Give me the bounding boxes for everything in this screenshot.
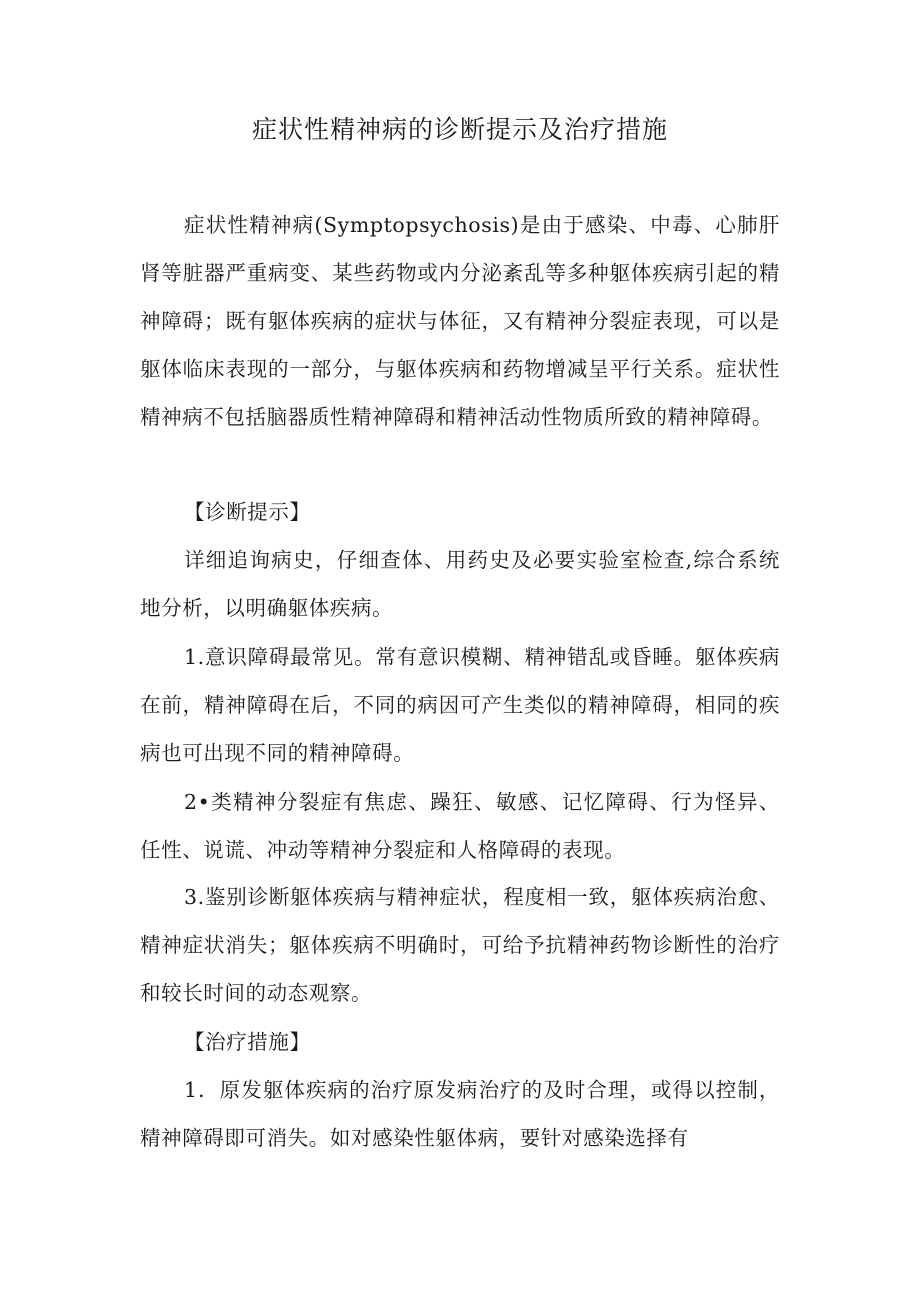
- diagnosis-item-1: 1.意识障碍最常见。常有意识模糊、精神错乱或昏睡。躯体疾病在前，精神障碍在后，不同的病因可产生类似的精神障碍，相同的疾病也可出现不同的精神障碍。: [140, 645, 780, 765]
- diagnosis-item-3: 3.鉴别诊断躯体疾病与精神症状，程度相一致，躯体疾病治愈、精神症状消失；躯体疾病不明确时，可给予抗精神药物诊断性的治疗和较长时间的动态观察。: [140, 885, 780, 1005]
- treatment-heading: 【治疗措施】: [184, 1030, 311, 1054]
- treatment-item-1: 1．原发躯体疾病的治疗原发病治疗的及时合理，或得以控制，精神障碍即可消失。如对感染性躯体病，要针对感染选择有: [140, 1078, 780, 1150]
- diagnosis-heading: 【诊断提示】: [184, 500, 311, 524]
- intro-paragraph: 症状性精神病(Symptopsychosis)是由于感染、中毒、心肺肝肾等脏器严重病变、某些药物或内分泌紊乱等多种躯体疾病引起的精神障碍；既有躯体疾病的症状与体征，又有精神分裂症表现，可以是躯体临床表现的一部分，与躯体疾病和药物增减呈平行关系。症状性精神病不包括脑器质性精神障碍和精神活动性物质所致的精神障碍。: [140, 213, 780, 429]
- diagnosis-lead-paragraph: 详细追询病史，仔细查体、用药史及必要实验室检查,综合系统地分析，以明确躯体疾病。: [140, 548, 780, 620]
- diagnosis-item-2: 2•类精神分裂症有焦虑、躁狂、敏感、记忆障碍、行为怪异、任性、说谎、冲动等精神分裂症和人格障碍的表现。: [140, 790, 780, 862]
- page-title: 症状性精神病的诊断提示及治疗措施: [251, 115, 668, 144]
